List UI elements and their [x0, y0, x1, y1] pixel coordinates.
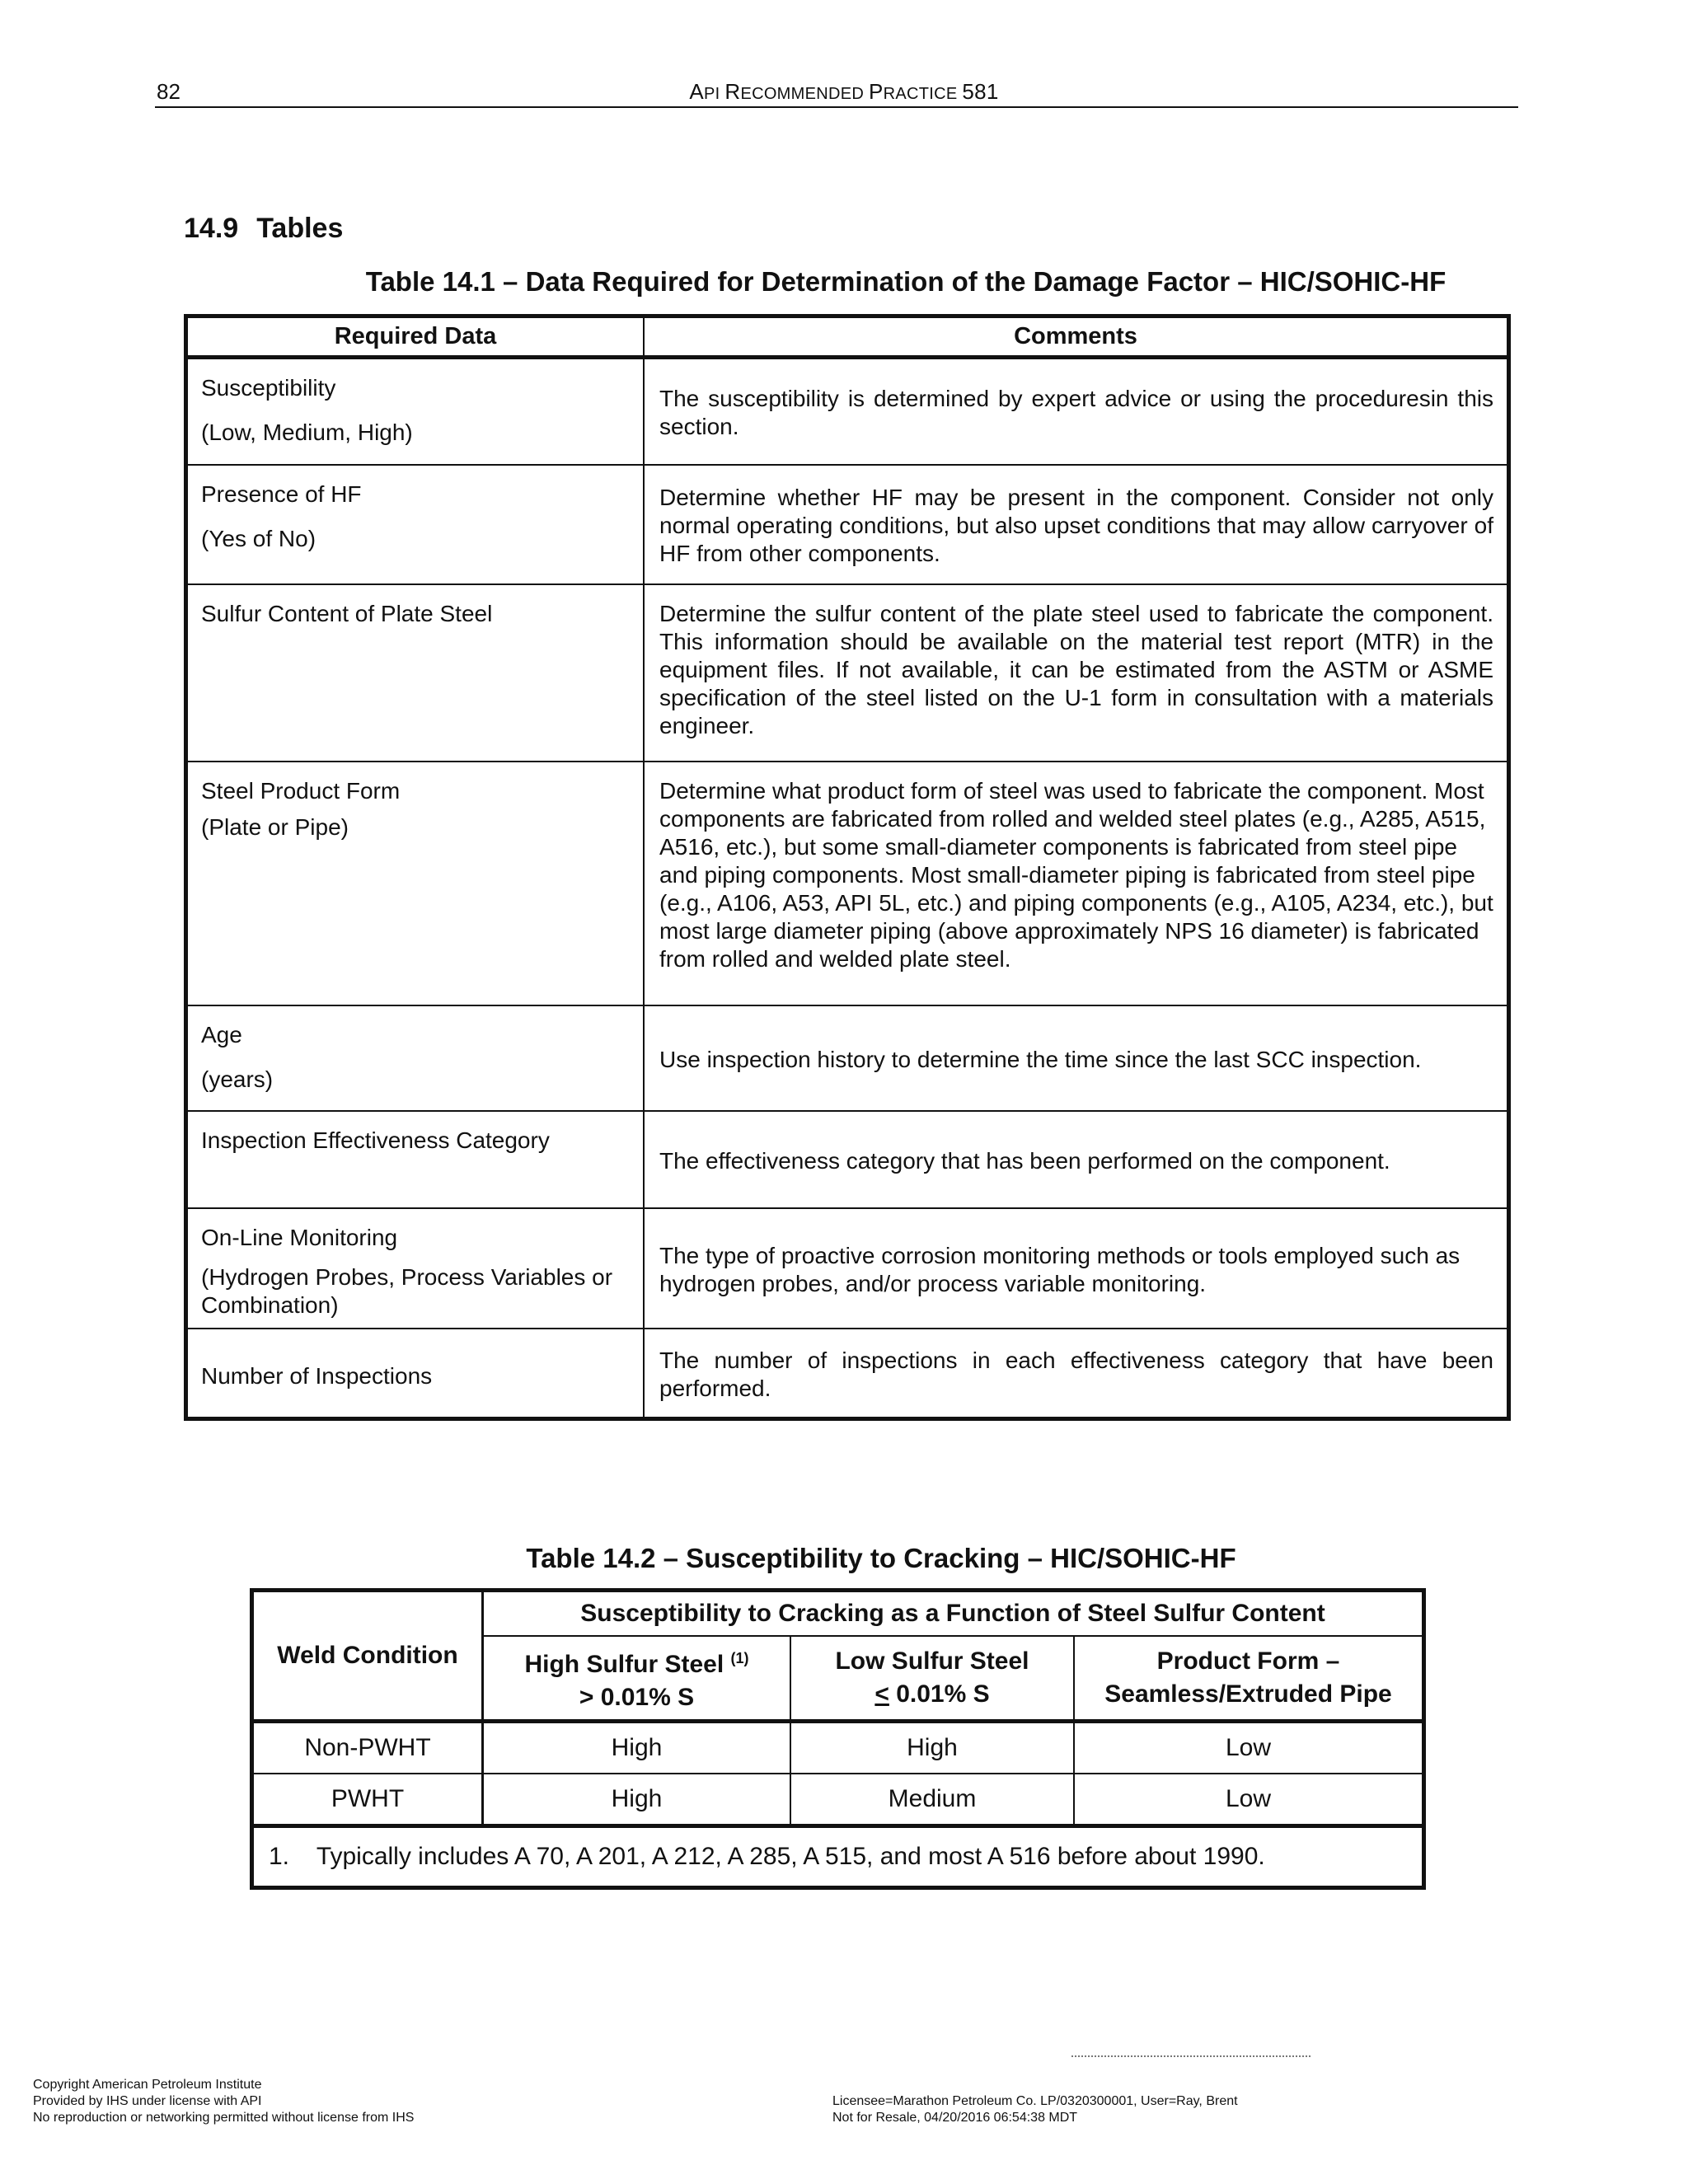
section-heading	[184, 213, 343, 245]
table2-caption: Table 14.2 – Susceptibility to Cracking – HIC/SOHIC-HF	[526, 1543, 1236, 1573]
damage-factor-data-table	[184, 314, 1511, 1421]
table-row: Inspection Effectiveness Category The effectiveness category that has been performed on the component.	[186, 1111, 1509, 1208]
susceptibility-table	[250, 1588, 1426, 1890]
footer-license: Licensee=Marathon Petroleum Co. LP/0320300001, User=Ray, Brent Not for Resale, 04/20/2016 06:54:38 MDT	[832, 2094, 1238, 2125]
header-rule	[155, 106, 1518, 108]
section-number: 14.9	[184, 213, 239, 244]
section-title: Tables	[256, 213, 344, 244]
table-row: Steel Product Form (Plate or Pipe) Determine what product form of steel was used to fabricate the component. Most components are fabricated from rolled and welded steel plates (e.g., A285, A515, A516, etc.), but some small-diameter components is fabricated from steel pipe and piping components. Most small-diameter piping is fabricated from steel pipe (e.g., A106, A53, API 5L, etc.) and piping components (e.g., A105, A234, etc.), but most large diameter piping (above approximately NPS 16 diameter) is fabricated from rolled and welded plate steel.	[186, 762, 1509, 1005]
column-header-high-sulfur: High Sulfur Steel $^{(1)}$ > 0.01% S	[483, 1636, 791, 1722]
running-header: API RECOMMENDED PRACTICE 581	[689, 79, 999, 104]
column-header-product-form: Product Form – Seamless/Extruded Pipe	[1074, 1636, 1424, 1722]
table1-caption: Table 14.1 – Data Required for Determination of the Damage Factor – HIC/SOHIC-HF	[365, 266, 1447, 297]
table-row: On-Line Monitoring (Hydrogen Probes, Process Variables or Combination) The type of proactive corrosion monitoring methods or tools employed such as hydrogen probes, and/or process variable monitoring.	[186, 1208, 1509, 1329]
page-number: 82	[157, 79, 181, 104]
table-row: Non-PWHT High High Low	[252, 1722, 1424, 1774]
column-header-low-sulfur: Low Sulfur Steel < 0.01% S	[790, 1636, 1074, 1722]
table-row: Presence of HF (Yes of No) Determine whether HF may be present in the component. Consider not only normal operating conditions, but also upset conditions that may allow carryover of HF from other components.	[186, 465, 1509, 584]
column-header-required-data: Required Data	[186, 316, 645, 358]
table-row: PWHT High Medium Low	[252, 1774, 1424, 1826]
scan-artifact	[1071, 2055, 1311, 2060]
table-row: Susceptibility (Low, Medium, High) The susceptibility is determined by expert advice or using the proceduresin this section.	[186, 358, 1509, 465]
table-row: Sulfur Content of Plate Steel Determine the sulfur content of the plate steel used to fabricate the component. This information should be available on the material test report (MTR) in the equipment files. If not available, it can be estimated from the ASTM or ASME specification of the steel listed on the U-1 form in consultation with a materials engineer.	[186, 584, 1509, 762]
table-row: Number of Inspections The number of inspections in each effectiveness category that have been performed.	[186, 1329, 1509, 1419]
table-row: Age (years) Use inspection history to determine the time since the last SCC inspection.	[186, 1005, 1509, 1111]
column-header-weld-condition: Weld Condition	[252, 1591, 483, 1722]
column-header-comments: Comments	[644, 316, 1509, 358]
footer-copyright: Copyright American Petroleum Institute Provided by IHS under license with API No reproduction or networking permitted without license from IHS	[33, 2078, 415, 2125]
table-footnote: 1. Typically includes A 70, A 201, A 212, A 285, A 515, and most A 516 before about 1990.	[252, 1826, 1424, 1888]
column-group-header: Susceptibility to Cracking as a Function of Steel Sulfur Content	[483, 1591, 1424, 1637]
